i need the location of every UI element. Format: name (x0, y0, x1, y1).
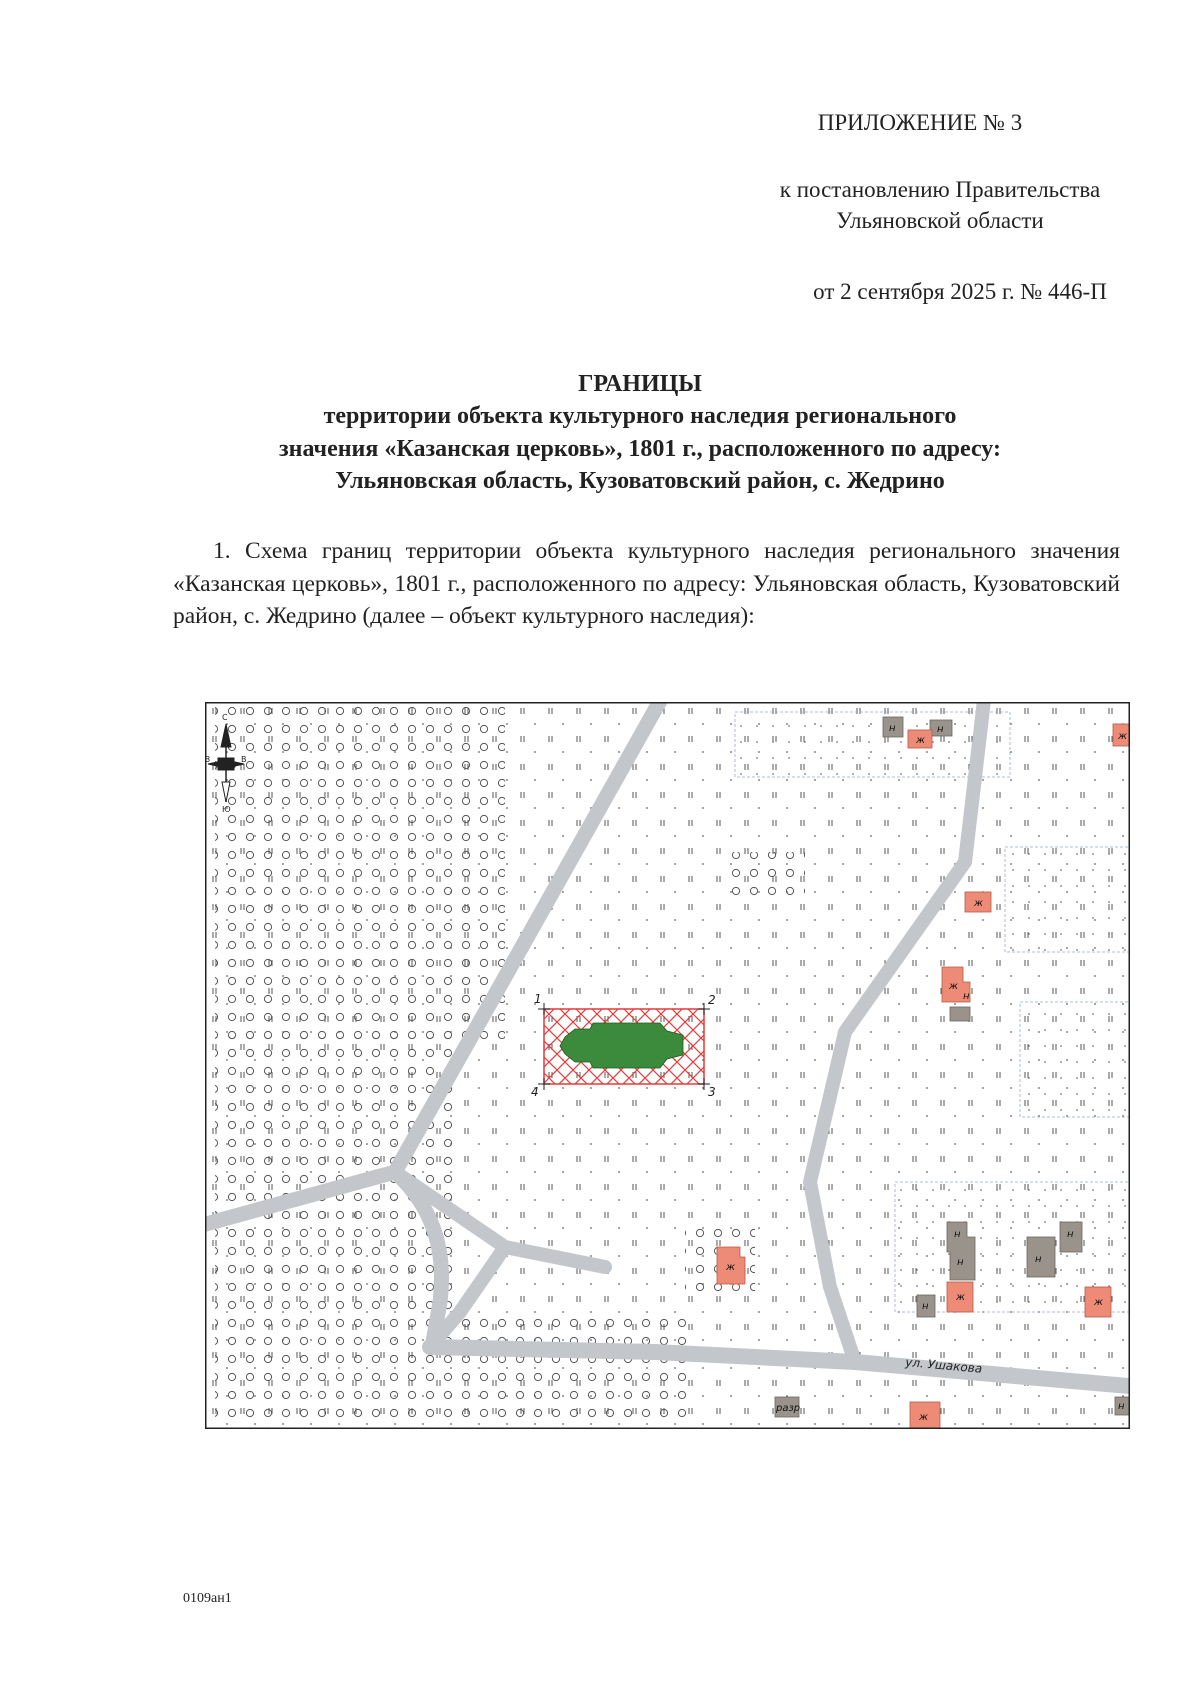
point-2-label: 2 (708, 993, 716, 1007)
label-nonres-8: н (922, 1301, 929, 1312)
label-res-4: ж (949, 981, 959, 992)
resolution-line-1: к постановлению Правительства (779, 177, 1101, 202)
label-nonres-4: н (954, 1229, 961, 1240)
forest-area-sw (215, 1037, 455, 1427)
label-ruined: разр (776, 1403, 801, 1414)
heritage-territory (544, 1009, 704, 1084)
document-code: 0109ан1 (183, 1591, 232, 1606)
title-line-3: Ульяновская область, Кузоватовский район, с. Жедрино (335, 468, 945, 494)
label-res-5: ж (726, 1262, 736, 1273)
title-line-2: значения «Казанская церковь», 1801 г., расположенного по адресу: (279, 436, 1001, 462)
point-1-label: 1 (534, 992, 542, 1006)
paragraph-1 (173, 535, 1120, 633)
appendix-number: ПРИЛОЖЕНИЕ № 3 (817, 110, 1023, 135)
label-nonres-6: н (1067, 1229, 1074, 1240)
forest-area-nw (215, 707, 505, 1042)
parcel-ne (735, 712, 1010, 777)
paragraph-1-text: 1. Схема границ территории объекта культурного наследия регионального значения «Казанская церковь», 1801 г., расположенного по адресу: Ульяновская область, Кузоватовский район, с. Жедрино (далее – объект культурного наследия): (173, 538, 1120, 629)
label-nonres-2: н (937, 724, 944, 735)
label-res-3: ж (974, 898, 984, 909)
resolution-line-2: Ульяновской области (836, 208, 1044, 233)
label-res-1: ж (916, 735, 926, 746)
label-res-7: ж (1094, 1297, 1104, 1308)
label-res-6: ж (956, 1292, 966, 1303)
forest-patch-ne (725, 852, 805, 902)
building-nonres-3 (950, 1007, 970, 1021)
boundary-map (205, 702, 1130, 1429)
compass-west: З (205, 755, 211, 764)
point-4-label: 4 (531, 1085, 539, 1099)
title-line-1: территории объекта культурного наследия регионального (323, 403, 957, 429)
street-label-ushakova: ул. Ушакова (904, 1355, 983, 1376)
title-heading: ГРАНИЦЫ (578, 371, 702, 397)
forest-area-s (455, 1317, 695, 1427)
point-3-label: 3 (708, 1085, 716, 1099)
label-nonres-5: н (957, 1257, 964, 1268)
label-res-2: ж (1118, 731, 1128, 742)
parcel-e1 (1005, 847, 1130, 952)
label-nonres-7: н (1035, 1254, 1042, 1265)
label-nonres-9: н (1118, 1401, 1125, 1412)
compass-south: Ю (222, 805, 231, 814)
parcel-e2 (1020, 1002, 1130, 1117)
label-res-8: ж (919, 1412, 929, 1423)
compass-east: В (241, 755, 247, 764)
compass-north: С (222, 713, 228, 722)
label-nonres-3: н (963, 991, 970, 1002)
label-nonres-1: н (889, 723, 896, 734)
resolution-date: от 2 сентября 2025 г. № 446-П (813, 279, 1107, 304)
church-footprint (560, 1023, 683, 1068)
